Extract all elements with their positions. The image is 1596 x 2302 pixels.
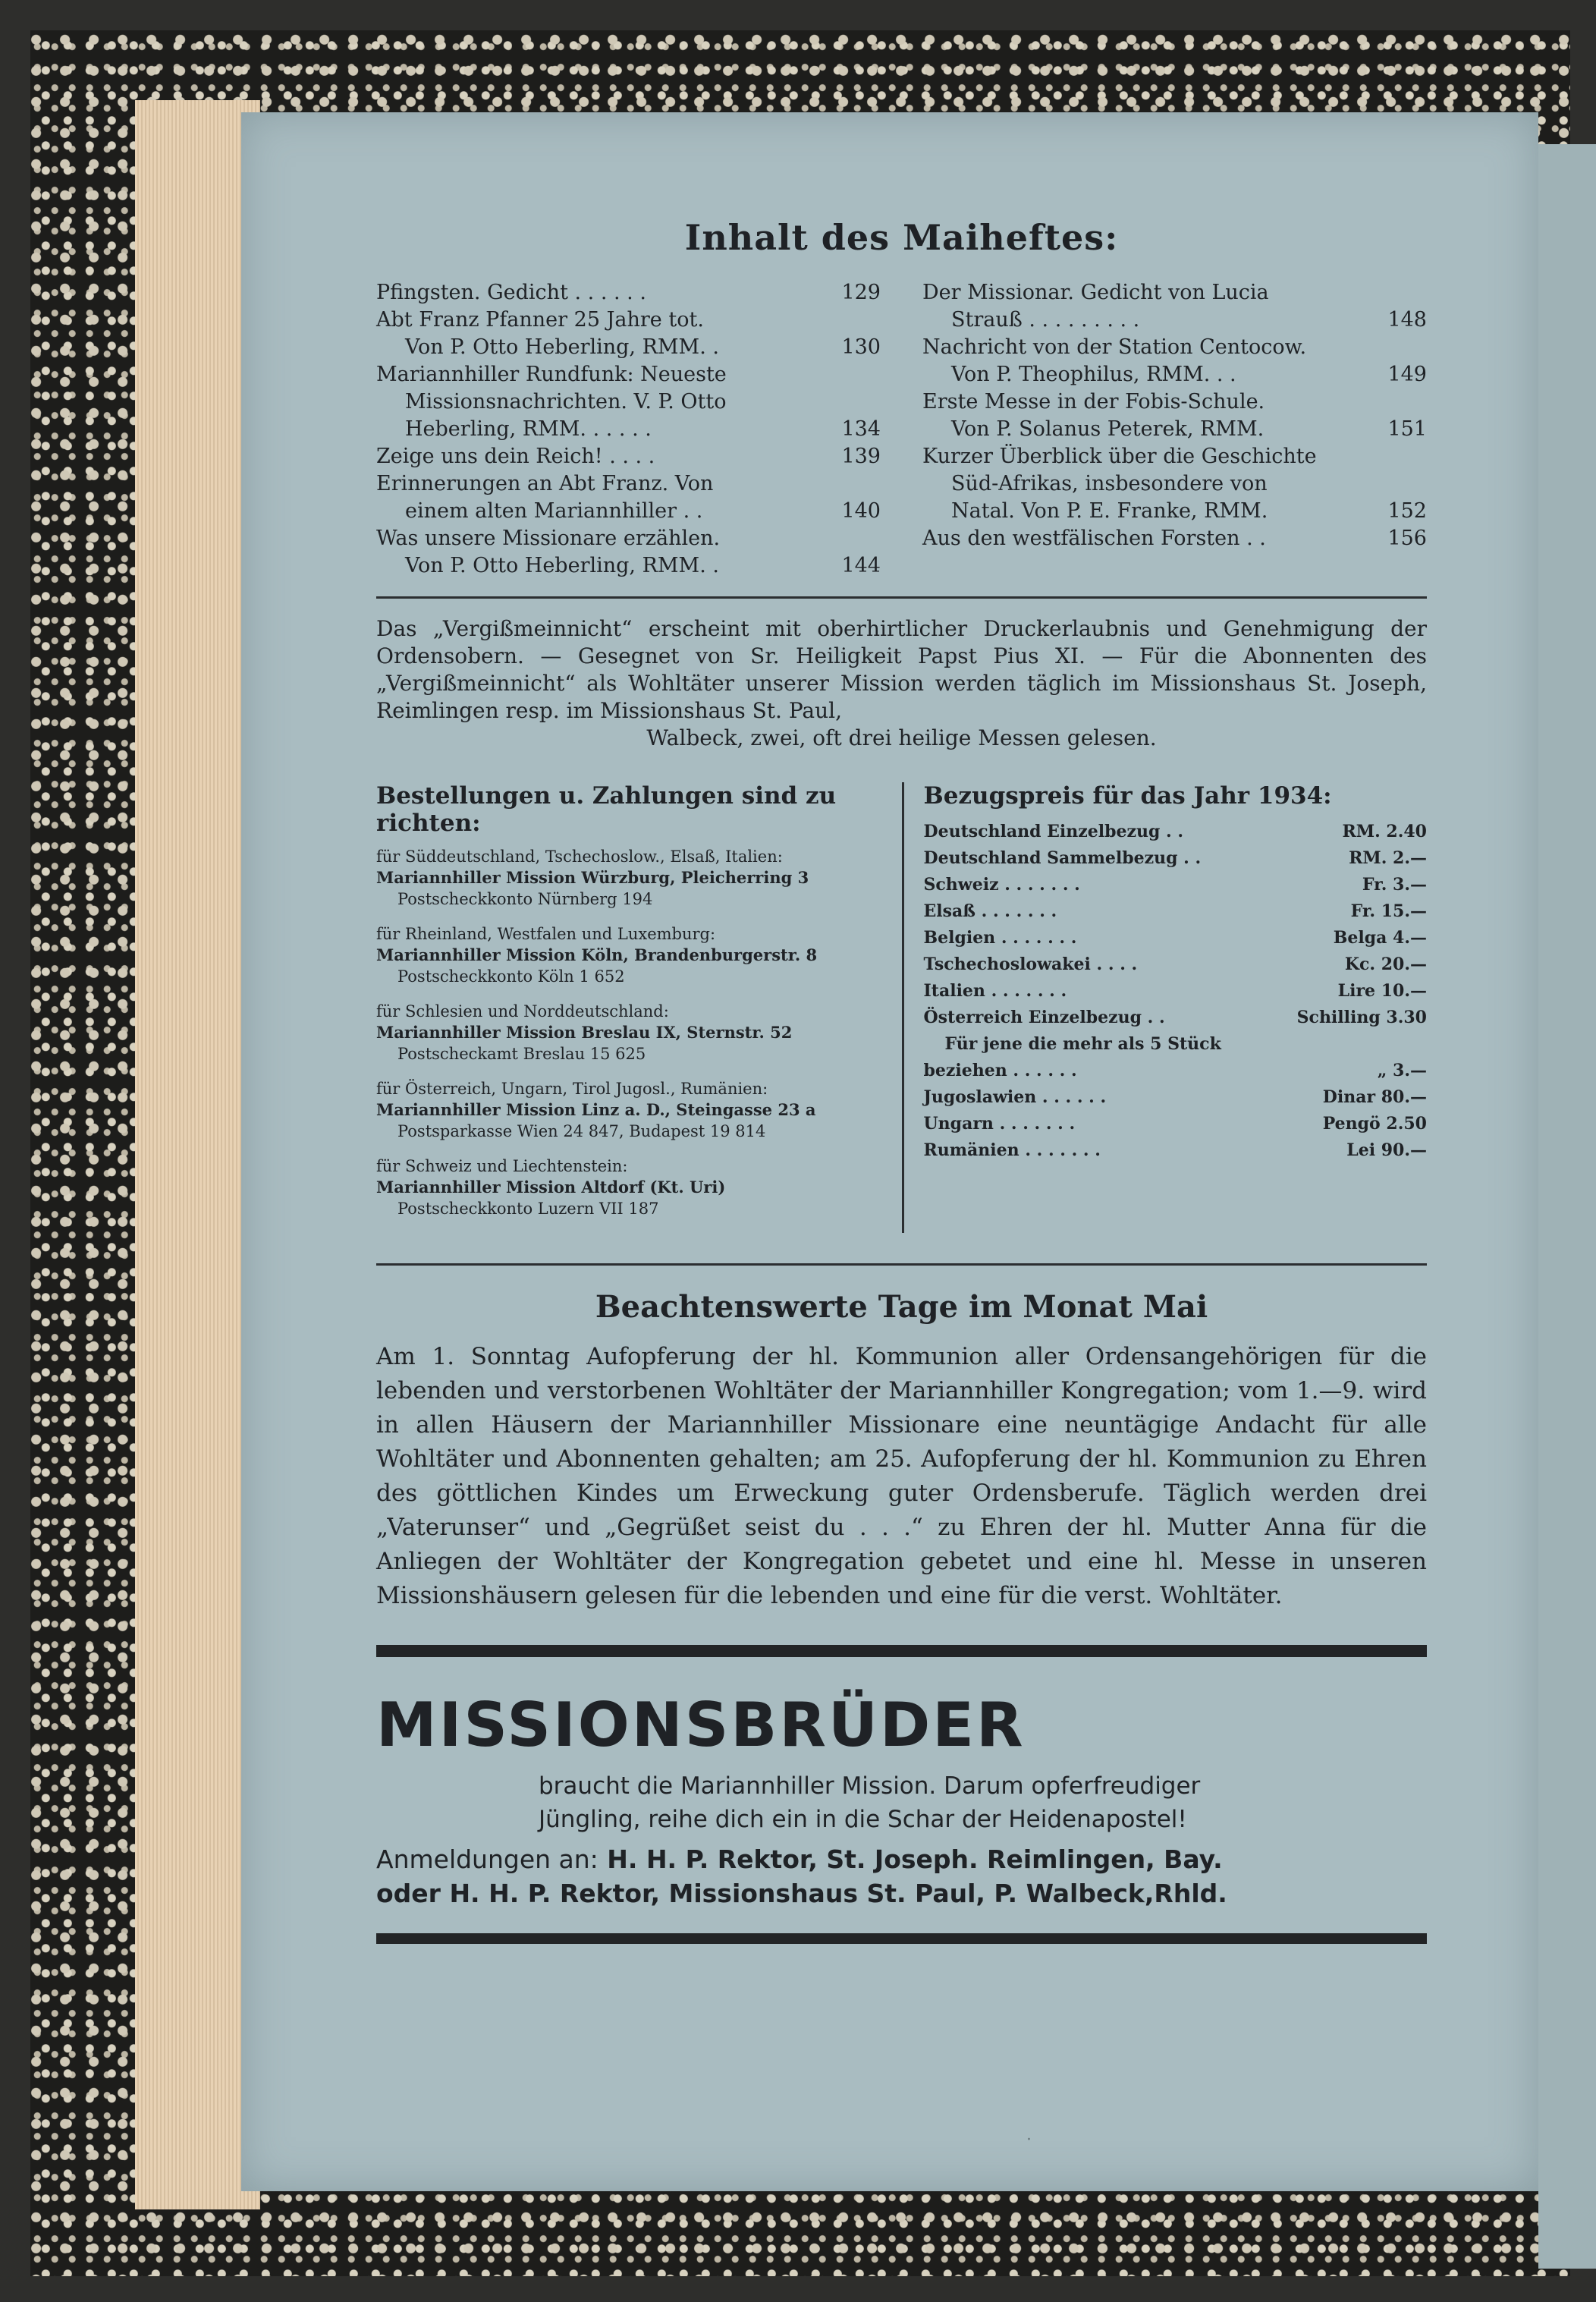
price-list xyxy=(924,819,1428,1164)
toc-entry xyxy=(376,361,881,443)
price-country: Schweiz . . . . . . . xyxy=(923,875,1080,895)
price-row xyxy=(924,951,1428,978)
price-value xyxy=(1338,978,1427,1005)
toc-line xyxy=(376,307,881,334)
toc-page-number: 134 xyxy=(841,417,881,441)
toc-entry xyxy=(376,307,881,361)
price-amount: 2.40 xyxy=(1386,822,1427,841)
ad-contact-label: Anmeldungen an: xyxy=(376,1844,598,1874)
toc-line xyxy=(922,361,1427,388)
price-value xyxy=(1362,872,1427,898)
toc-text: Aus den westfälischen Forsten . . xyxy=(922,527,1266,550)
toc-line xyxy=(376,279,881,307)
toc-page-number: 139 xyxy=(841,445,881,468)
ad-contact xyxy=(376,1842,1427,1876)
order-address-block xyxy=(376,923,884,987)
toc-page-number: 151 xyxy=(1387,417,1427,441)
table-of-contents xyxy=(376,279,1427,580)
price-country: Elsaß . . . . . . . xyxy=(923,901,1057,921)
ad-title: MISSIONSBRÜDER xyxy=(376,1690,1026,1760)
prices-column xyxy=(904,782,1428,1233)
toc-line xyxy=(922,416,1427,443)
toc-page-number: 149 xyxy=(1387,363,1427,386)
price-currency: Schilling xyxy=(1296,1008,1387,1027)
toc-line xyxy=(376,443,881,470)
price-amount: 80.— xyxy=(1381,1087,1427,1107)
toc-text: Von P. Otto Heberling, RMM. . xyxy=(405,554,719,577)
price-value xyxy=(1346,1137,1427,1164)
price-country: Jugoslawien . . . . . . xyxy=(923,1087,1107,1107)
publication-notice-end: Walbeck, zwei, oft drei heilige Messen gelesen. xyxy=(646,725,1157,750)
price-amount: 3.30 xyxy=(1386,1008,1427,1027)
next-page-edge xyxy=(1538,144,1596,2269)
price-currency: RM. xyxy=(1349,848,1393,868)
toc-line xyxy=(376,388,881,416)
price-amount: 3.— xyxy=(1393,1061,1427,1080)
toc-text: Abt Franz Pfanner 25 Jahre tot. xyxy=(376,308,704,332)
toc-page-number: 129 xyxy=(841,281,881,304)
toc-text: Mariannhiller Rundfunk: Neueste xyxy=(376,363,727,386)
toc-right-column xyxy=(922,279,1427,580)
toc-entry xyxy=(922,525,1427,552)
price-value xyxy=(1334,925,1427,951)
toc-page-number: 156 xyxy=(1387,527,1427,550)
order-address-block xyxy=(376,1078,884,1142)
price-currency: Fr. xyxy=(1362,875,1393,895)
price-row xyxy=(924,1058,1428,1084)
toc-text: Zeige uns dein Reich! . . . . xyxy=(376,445,655,468)
price-currency: Lire xyxy=(1337,981,1381,1001)
price-row xyxy=(924,1084,1428,1111)
magazine-page xyxy=(241,112,1538,2191)
price-currency: Belga xyxy=(1333,928,1393,948)
toc-entry xyxy=(922,279,1427,334)
toc-text: Von P. Otto Heberling, RMM. . xyxy=(405,335,719,359)
toc-text: Der Missionar. Gedicht von Lucia xyxy=(922,281,1269,304)
price-amount: 4.— xyxy=(1393,928,1427,948)
toc-text: Heberling, RMM. . . . . . xyxy=(405,417,652,441)
orders-heading: Bestellungen u. Zahlungen sind zu richten: xyxy=(376,782,837,837)
toc-entry xyxy=(376,443,881,470)
order-account: Postscheckkonto Nürnberg 194 xyxy=(397,890,653,908)
toc-entry xyxy=(376,525,881,580)
price-row xyxy=(924,1137,1428,1164)
toc-title: Inhalt des Maiheftes: xyxy=(684,217,1119,258)
divider xyxy=(376,596,1427,599)
toc-line xyxy=(922,498,1427,525)
price-currency: Lei xyxy=(1346,1140,1381,1160)
order-region: für Süddeutschland, Tschechoslow., Elsaß, Italien: xyxy=(376,848,783,866)
price-row xyxy=(924,819,1428,845)
prices-heading: Bezugspreis für das Jahr 1934: xyxy=(923,782,1332,810)
price-country: beziehen . . . . . . xyxy=(923,1061,1077,1080)
price-row xyxy=(924,1005,1428,1031)
price-currency: „ xyxy=(1377,1061,1393,1080)
price-amount: 3.— xyxy=(1393,875,1427,895)
order-region: für Rheinland, Westfalen und Luxemburg: xyxy=(376,925,716,943)
price-amount: 90.— xyxy=(1381,1140,1427,1160)
order-address: Mariannhiller Mission Köln, Brandenburgerstr. 8 xyxy=(376,945,818,964)
price-value xyxy=(1323,1084,1427,1111)
price-country: Deutschland Sammelbezug . . xyxy=(923,848,1202,868)
price-currency: Fr. xyxy=(1350,901,1381,921)
toc-text: einem alten Mariannhiller . . xyxy=(405,499,703,523)
price-value xyxy=(1323,1111,1427,1137)
toc-line xyxy=(922,334,1427,361)
toc-page-number: 140 xyxy=(841,499,881,523)
price-country: Italien . . . . . . . xyxy=(923,981,1067,1001)
price-currency: Kc. xyxy=(1344,954,1381,974)
ad-line-2: Jüngling, reihe dich ein in die Schar der Heidenapostel! xyxy=(539,1806,1187,1833)
page-mark: · xyxy=(1026,2131,1032,2149)
toc-entry xyxy=(922,334,1427,388)
orders-and-prices xyxy=(376,782,1427,1233)
price-currency: RM. xyxy=(1342,822,1387,841)
order-account: Postscheckamt Breslau 15 625 xyxy=(397,1045,646,1063)
price-currency: Pengö xyxy=(1322,1114,1387,1134)
price-country: Ungarn . . . . . . . xyxy=(923,1114,1076,1134)
toc-page-number: 152 xyxy=(1387,499,1427,523)
price-country: Österreich Einzelbezug . . xyxy=(923,1008,1165,1027)
ad-line-1: braucht die Mariannhiller Mission. Darum opferfreudiger xyxy=(539,1772,1201,1800)
toc-entry xyxy=(922,388,1427,443)
price-amount: 20.— xyxy=(1381,954,1427,974)
order-address: Mariannhiller Mission Linz a. D., Steingasse 23 a xyxy=(376,1100,816,1119)
toc-line xyxy=(376,361,881,388)
order-account: Postscheckkonto Luzern VII 187 xyxy=(397,1200,659,1218)
price-row xyxy=(924,898,1428,925)
orders-column xyxy=(376,782,904,1233)
page-content xyxy=(376,211,1427,1944)
toc-text: Nachricht von der Station Centocow. xyxy=(922,335,1307,359)
price-row xyxy=(924,1111,1428,1137)
price-amount: 2.50 xyxy=(1386,1114,1427,1134)
toc-text: Was unsere Missionare erzählen. xyxy=(376,527,721,550)
toc-page-number: 148 xyxy=(1387,308,1427,332)
orders-list xyxy=(376,846,884,1219)
toc-left-column xyxy=(376,279,881,580)
order-region: für Schlesien und Norddeutschland: xyxy=(376,1002,669,1020)
price-value xyxy=(1345,951,1427,978)
toc-line xyxy=(376,470,881,498)
toc-entry xyxy=(376,279,881,307)
toc-line xyxy=(376,416,881,443)
toc-line xyxy=(376,334,881,361)
toc-line xyxy=(922,470,1427,498)
order-address: Mariannhiller Mission Altdorf (Kt. Uri) xyxy=(376,1178,726,1197)
price-value xyxy=(1342,819,1427,845)
order-address-block xyxy=(376,1156,884,1219)
toc-text: Pfingsten. Gedicht . . . . . . xyxy=(376,281,646,304)
order-address-block xyxy=(376,846,884,910)
order-account: Postsparkasse Wien 24 847, Budapest 19 814 xyxy=(397,1122,766,1140)
price-value xyxy=(1351,898,1427,925)
toc-line xyxy=(922,279,1427,307)
order-account: Postscheckkonto Köln 1 652 xyxy=(397,967,625,986)
toc-text: Erste Messe in der Fobis-Schule. xyxy=(922,390,1265,414)
toc-text: Natal. Von P. E. Franke, RMM. xyxy=(951,499,1268,523)
toc-text: Von P. Solanus Peterek, RMM. xyxy=(951,417,1265,441)
order-address-block xyxy=(376,1001,884,1065)
toc-text: Kurzer Überblick über die Geschichte xyxy=(922,445,1317,468)
price-value xyxy=(1349,845,1427,872)
toc-line xyxy=(376,552,881,580)
publication-notice: Das „Vergißmeinnicht“ erscheint mit oberhirtlicher Druckerlaubnis und Genehmigung der Ordensobern. — Gesegnet von Sr. Heiligkeit Papst Pius XI. — Für die Abonnenten des „Vergißmeinnicht“ als Wohltäter unserer Mission werden täglich im Missionshaus St. Joseph, Reimlingen resp. im Missionshaus St. Paul, xyxy=(376,616,1427,723)
toc-text: Missionsnachrichten. V. P. Otto xyxy=(405,390,727,414)
toc-line xyxy=(922,443,1427,470)
toc-page-number: 130 xyxy=(841,335,881,359)
price-country: Rumänien . . . . . . . xyxy=(923,1140,1101,1160)
order-address: Mariannhiller Mission Breslau IX, Sternstr. 52 xyxy=(376,1023,793,1042)
toc-text: Erinnerungen an Abt Franz. Von xyxy=(376,472,714,495)
price-amount: 2.— xyxy=(1393,848,1427,868)
price-row xyxy=(924,872,1428,898)
thick-rule-bottom xyxy=(376,1933,1427,1944)
toc-text: Strauß . . . . . . . . . xyxy=(951,308,1140,332)
price-row xyxy=(924,845,1428,872)
price-country: Belgien . . . . . . . xyxy=(923,928,1077,948)
toc-entry xyxy=(922,443,1427,525)
order-region: für Schweiz und Liechtenstein: xyxy=(376,1157,628,1175)
price-row xyxy=(924,925,1428,951)
days-text: Am 1. Sonntag Aufopferung der hl. Kommunion aller Ordensangehörigen für die lebenden und verstorbenen Wohltäter der Mariannhiller Kongregation; vom 1.—9. wird in allen Häusern der Mariannhiller Missionare eine neuntägige Andacht für alle Wohltäter und Abonnenten gehalten; am 25. Aufopferung der hl. Kommunion zu Ehren des göttlichen Kindes um Erweckung guter Ordensberufe. Täglich werden drei „Vaterunser“ und „Gegrüßet seist du . . .“ zu Ehren der hl. Mutter Anna für die Anliegen der Wohltäter der Kongregation gebetet und eine hl. Messe in unseren Missionshäusern gelesen für die lebenden und eine für die verst. Wohltäter. xyxy=(376,1343,1427,1609)
price-value xyxy=(1297,1005,1427,1031)
price-amount: 15.— xyxy=(1381,901,1427,921)
toc-line xyxy=(376,498,881,525)
price-country: Deutschland Einzelbezug . . xyxy=(923,822,1184,841)
price-row xyxy=(924,978,1428,1005)
thick-rule xyxy=(376,1645,1427,1657)
toc-line xyxy=(922,307,1427,334)
divider xyxy=(376,1263,1427,1266)
order-region: für Österreich, Ungarn, Tirol Jugosl., Rumänien: xyxy=(376,1080,768,1098)
days-title: Beachtenswerte Tage im Monat Mai xyxy=(595,1289,1208,1325)
price-amount: 10.— xyxy=(1381,981,1427,1001)
toc-text: Von P. Theophilus, RMM. . . xyxy=(951,363,1236,386)
toc-text: Süd-Afrikas, insbesondere von xyxy=(951,472,1268,495)
price-note: Für jene die mehr als 5 Stück xyxy=(944,1034,1221,1054)
toc-line xyxy=(922,525,1427,552)
price-currency: Dinar xyxy=(1322,1087,1381,1107)
price-country: Tschechoslowakei . . . . xyxy=(923,954,1138,974)
ad-contact-1: H. H. P. Rektor, St. Joseph. Reimlingen, Bay. xyxy=(607,1844,1223,1874)
toc-line xyxy=(376,525,881,552)
order-address: Mariannhiller Mission Würzburg, Pleicherring 3 xyxy=(376,868,809,887)
price-value xyxy=(1378,1058,1427,1084)
ad-contact-2: oder H. H. P. Rektor, Missionshaus St. Paul, P. Walbeck,Rhld. xyxy=(376,1879,1227,1908)
toc-line xyxy=(922,388,1427,416)
toc-entry xyxy=(376,470,881,525)
toc-page-number: 144 xyxy=(841,554,881,577)
